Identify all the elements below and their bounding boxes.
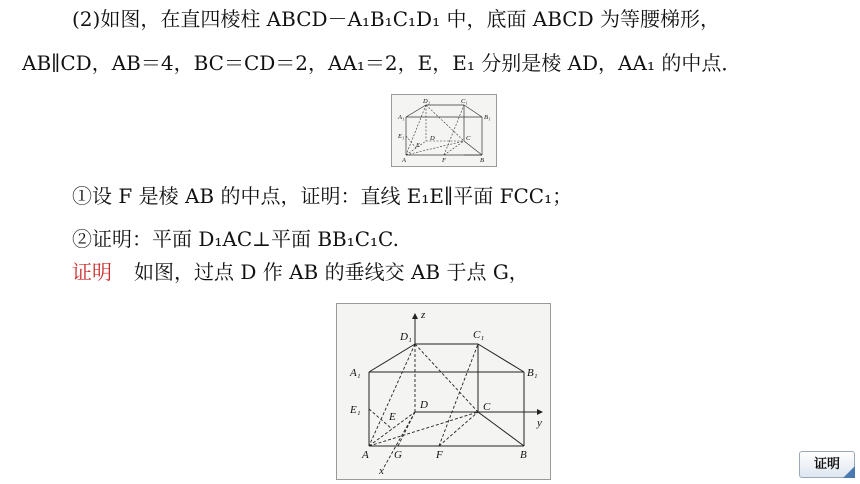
label-B: B (480, 157, 484, 164)
label-D: D (430, 135, 435, 142)
proof-intro (72, 259, 529, 285)
prism-figure-large (336, 303, 551, 480)
proof-label: 证明 (72, 260, 112, 284)
label-E: E (389, 411, 396, 423)
label-E: E (416, 142, 420, 149)
proof-text: 如图，过点 D 作 AB 的垂线交 AB 于点 G， (134, 260, 529, 284)
label-D1: D₁ (423, 98, 430, 105)
label-C: C (466, 135, 471, 142)
label-C1: C₁ (461, 98, 468, 105)
problem-statement-line-1: (2)如图，在直四棱柱 ABCD－A₁B₁C₁D₁ 中，底面 ABCD 为等腰梯形， (72, 7, 721, 31)
label-E1: E₁ (398, 133, 405, 140)
axis-label-y: y (537, 417, 542, 429)
corner-triangle-icon (843, 466, 855, 478)
label-F: F (442, 157, 446, 164)
axis-label-z: z (421, 309, 426, 321)
label-D1: D₁ (400, 331, 412, 343)
label-A: A (402, 157, 406, 164)
label-D: D (420, 399, 428, 411)
question-part-2: ②证明：平面 D₁AC⊥平面 BB₁C₁C. (72, 227, 400, 251)
prism-figure-small (391, 94, 497, 167)
label-A1: A₁ (350, 367, 361, 379)
label-G: G (394, 449, 402, 461)
label-C: C (483, 401, 491, 413)
label-E1: E₁ (350, 404, 361, 416)
label-A: A (362, 449, 369, 461)
question-part-1: ①设 F 是棱 AB 的中点，证明：直线 E₁E∥平面 FCC₁； (72, 184, 573, 208)
label-C1: C₁ (473, 329, 485, 341)
label-B1: B₁ (527, 367, 538, 379)
label-F: F (436, 449, 443, 461)
axis-label-x: x (379, 465, 384, 477)
proof-button[interactable] (799, 451, 855, 478)
label-B1: B₁ (484, 114, 491, 121)
problem-statement-line-2: AB∥CD，AB＝4，BC＝CD＝2，AA₁＝2，E，E₁ 分别是棱 AD，AA₁ 的中点． (22, 51, 742, 75)
proof-button-label: 证明 (813, 457, 840, 472)
label-B: B (520, 449, 527, 461)
label-A1: A₁ (398, 114, 405, 121)
